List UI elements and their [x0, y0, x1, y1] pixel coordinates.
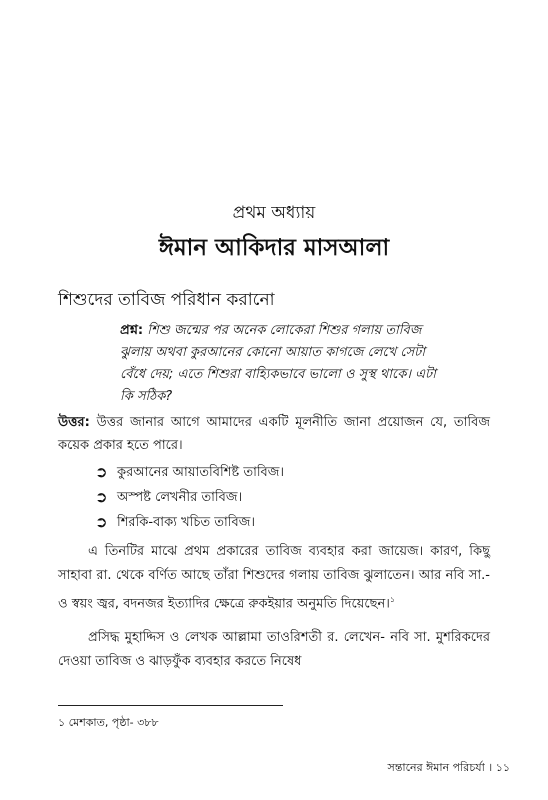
arrow-bullet-icon: ➲ [95, 463, 108, 481]
running-footer: সন্তানের ঈমান পরিচর্যা । ১১ [387, 761, 510, 774]
list-item-text: অস্পষ্ট লেখনীর তাবিজ। [117, 490, 243, 505]
footnote-divider [58, 705, 283, 706]
paragraph-text: প্রসিদ্ধ মুহাদ্দিস ও লেখক আল্লামা তাওরিশতী র. লেখেন- নবি সা. মুশরিকদের দেওয়া তাবিজ ও ঝাড়ফুঁক ব্যবহার করতে নিষেধ [58, 630, 490, 669]
footnote: ১ মেশকাত, পৃষ্ঠা- ৩৮৮ [58, 716, 159, 729]
question-text: শিশু জন্মের পর অনেক লোকেরা শিশুর গলায় তাবিজ ঝুলায় অথবা কুরআনের কোনো আয়াত কাগজে লেখে সেটা বেঁধে দেয়; এতে শিশুরা বাহ্যিকভাবে ভালো ও সুস্থ থাকে। এটা কি সঠিক? [120, 323, 436, 404]
list-item-text: শিরকি-বাক্য খচিত তাবিজ। [117, 515, 255, 530]
section-heading: শিশুদের তাবিজ পরিধান করানো [58, 290, 275, 310]
list-item [95, 460, 284, 485]
question-block [120, 320, 450, 408]
body-paragraph-1 [58, 540, 490, 616]
arrow-bullet-icon: ➲ [95, 488, 108, 506]
list-item [95, 510, 284, 535]
amulet-type-list [95, 460, 284, 535]
answer-text: উত্তর জানার আগে আমাদের একটি মূলনীতি জানা প্রয়োজন যে, তাবিজ কয়েক প্রকার হতে পারে। [58, 415, 490, 453]
footnote-reference: ১ [389, 595, 396, 604]
list-item [95, 485, 284, 510]
question-label: প্রশ্ন: [120, 323, 144, 338]
chapter-label: প্রথম অধ্যায় [232, 203, 316, 223]
chapter-title: ঈমান আকিদার মাসআলা [158, 235, 390, 261]
answer-label: উত্তর: [58, 415, 90, 430]
list-item-text: কুরআনের আয়াতবিশিষ্ট তাবিজ। [117, 465, 285, 480]
paragraph-text: এ তিনটির মাঝে প্রথম প্রকারের তাবিজ ব্যবহার করা জায়েজ। কারণ, কিছু সাহাবা রা. থেকে বর্ণিত আছে তাঁরা শিশুদের গলায় তাবিজ ঝুলাতেন। আর নবি সা.-ও স্বয়ং জ্বর, বদনজর ইত্যাদির ক্ষেত্রে রুকইয়ার অনুমতি দিয়েছেন। [58, 544, 490, 612]
answer-block [58, 411, 490, 457]
body-paragraph-2 [58, 626, 490, 674]
arrow-bullet-icon: ➲ [95, 513, 108, 531]
